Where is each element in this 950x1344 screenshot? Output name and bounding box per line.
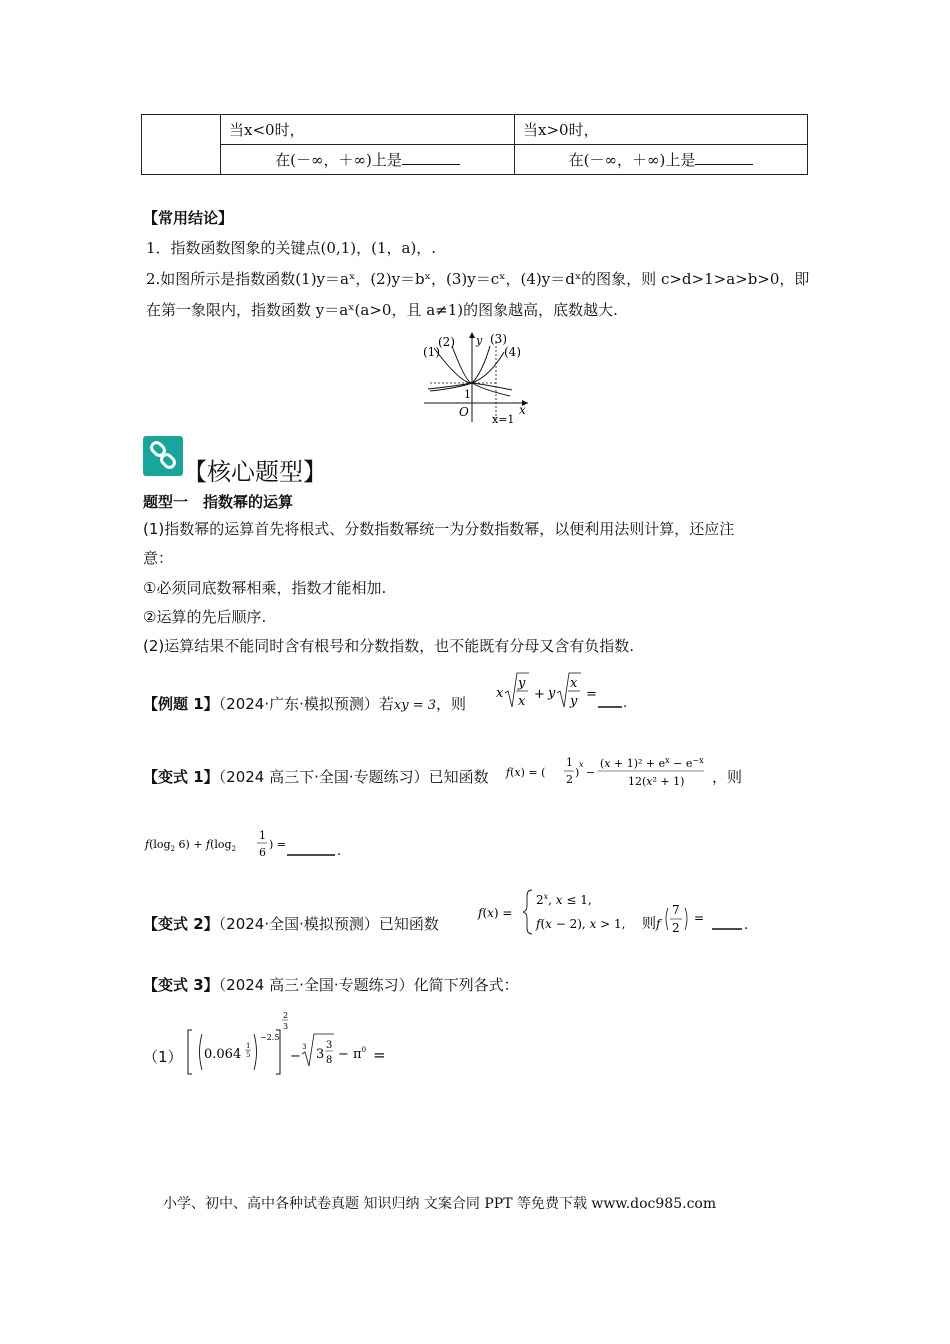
svg-text:2: 2 — [672, 921, 680, 935]
svg-text:) =: ) = — [269, 838, 287, 851]
svg-text:3: 3 — [283, 1022, 289, 1031]
svg-text:=: = — [586, 687, 597, 702]
svg-text:1: 1 — [246, 1042, 251, 1050]
svg-text:则: 则 — [642, 916, 656, 932]
table-empty-cell — [142, 115, 221, 175]
svg-text:=: = — [694, 911, 705, 925]
svg-text:y: y — [570, 694, 578, 709]
svg-text:−2.5: −2.5 — [260, 1033, 280, 1042]
svg-text:−: − — [290, 1049, 301, 1064]
table-cell-monotonic-right: 在(－∞，＋∞)上是 — [515, 145, 808, 175]
svg-text:.: . — [744, 918, 749, 933]
rule-paragraph-1b: 意： — [143, 549, 174, 567]
exponential-graph — [420, 328, 532, 426]
variant-3-item-1: （1） — [143, 1048, 183, 1066]
svg-text:− π0: − $\pi^0$ — [338, 1046, 367, 1062]
svg-text:y: y — [518, 676, 526, 691]
svg-text:6: 6 — [259, 846, 266, 859]
svg-text:x: x — [579, 760, 584, 769]
svg-text:1: 1 — [566, 756, 573, 769]
example-1-label: 【例题 1】（2024·广东·模拟预测）若xy = 3，则 — [143, 695, 467, 713]
svg-text:2x, x ≤ 1,: 2$^x$, x ≤ 1, — [536, 892, 592, 907]
y-axis-arrow — [469, 332, 475, 338]
svg-text:f(x) = (: f(x) = ( — [506, 766, 546, 779]
svg-text:y: y — [548, 686, 556, 701]
x-equals-1-label: x=1 — [492, 413, 515, 426]
rule-paragraph-2: (2)运算结果不能同时含有根号和分数指数，也不能既有分母又含有负指数. — [143, 637, 635, 655]
variant-1-tail: ，则 — [712, 768, 743, 786]
x-axis-label: x — [519, 403, 526, 417]
table-cell-monotonic-left: 在(－∞，＋∞)上是 — [221, 145, 515, 175]
svg-text:2: 2 — [283, 1011, 289, 1020]
svg-text:.: . — [623, 696, 628, 711]
variant-1-expression — [143, 828, 353, 864]
curve-2 — [452, 346, 510, 396]
label-1: (1) — [423, 345, 440, 359]
svg-text:−: − — [586, 766, 596, 779]
rule-point-1: ①必须同底数幂相乘，指数才能相加. — [143, 579, 387, 597]
variant-2-function — [476, 884, 756, 940]
y-axis-label: y — [476, 334, 483, 347]
svg-text:3: 3 — [326, 1040, 333, 1051]
svg-text:2: 2 — [566, 773, 573, 786]
svg-text:(x + 1)² + ex − e−x: $(x + 1)^2 + e^x - e^{-x}$ — [600, 756, 704, 770]
label-4: (4) — [504, 345, 521, 359]
link-icon — [143, 436, 183, 476]
variant-2-label: 【变式 2】（2024·全国·模拟预测）已知函数 — [143, 915, 439, 933]
conclusion-item-2-line2: 在第一象限内，指数函数 y＝aˣ(a>0，且 a≠1)的图象越高，底数越大. — [146, 301, 618, 319]
variant-3-equals: = — [373, 1046, 386, 1064]
svg-text:1: 1 — [259, 829, 266, 842]
svg-text:f(log2 6) + f(log2: $f(\log_2$ $6) + f(\log_2$ — [145, 838, 237, 853]
variant-3-label: 【变式 3】（2024 高三·全国·专题练习）化简下列各式： — [143, 976, 519, 994]
example-1-formula — [494, 669, 634, 715]
origin-label: O — [459, 405, 469, 419]
svg-text:0.064: 0.064 — [204, 1047, 242, 1062]
core-title: 【核心题型】 — [183, 458, 327, 486]
conclusion-item-2-line1: 2.如图所示是指数函数(1)y＝aˣ，(2)y＝bˣ，(3)y＝cˣ，(4)y＝dˣ的图象，则 c>d>1>a>b>0，即 — [146, 270, 810, 288]
svg-text:+: + — [534, 687, 545, 702]
svg-text:12(x² + 1): 12(x² + 1) — [628, 775, 685, 788]
svg-text:3: 3 — [316, 1047, 325, 1062]
rule-paragraph-1: (1)指数幂的运算首先将根式、分数指数幂统一为分数指数幂，以便利用法则计算，还应注 — [143, 520, 735, 538]
rule-point-2: ②运算的先后顺序. — [143, 608, 267, 626]
svg-text:f(x) =: f(x) = — [478, 906, 513, 920]
variant-1-label: 【变式 1】（2024 高三下·全国·专题练习）已知函数 — [143, 768, 489, 786]
property-table — [141, 114, 808, 175]
svg-text:3: 3 — [302, 1043, 307, 1051]
variant-3-expression — [184, 1002, 404, 1080]
svg-text:f(x − 2), x > 1,: f(x − 2), x > 1, — [536, 917, 626, 931]
conclusion-item-1: 1．指数函数图象的关键点(0,1)，(1，a)，. — [146, 239, 437, 257]
svg-text:5: 5 — [246, 1051, 251, 1059]
table-cell-x-negative: 当x<0时， — [221, 115, 515, 145]
question-type-1: 题型一 指数幂的运算 — [143, 493, 294, 511]
svg-text:f: f — [656, 917, 661, 931]
svg-text:x: x — [570, 676, 578, 691]
svg-text:.: . — [337, 844, 342, 859]
label-2: (2) — [438, 335, 455, 349]
table-cell-x-positive: 当x>0时， — [515, 115, 808, 145]
svg-text:7: 7 — [672, 903, 680, 917]
conclusions-heading: 【常用结论】 — [143, 209, 234, 227]
variant-1-function — [504, 752, 714, 792]
one-label: 1 — [464, 388, 471, 401]
svg-text:x: x — [496, 686, 504, 701]
svg-text:8: 8 — [326, 1055, 333, 1066]
label-3: (3) — [490, 332, 507, 346]
svg-text:): ) — [575, 766, 580, 779]
page-footer: 小学、初中、高中各种试卷真题 知识归纳 文案合同 PPT 等免费下载 www.doc985.com — [163, 1196, 717, 1212]
svg-text:x: x — [518, 694, 526, 709]
